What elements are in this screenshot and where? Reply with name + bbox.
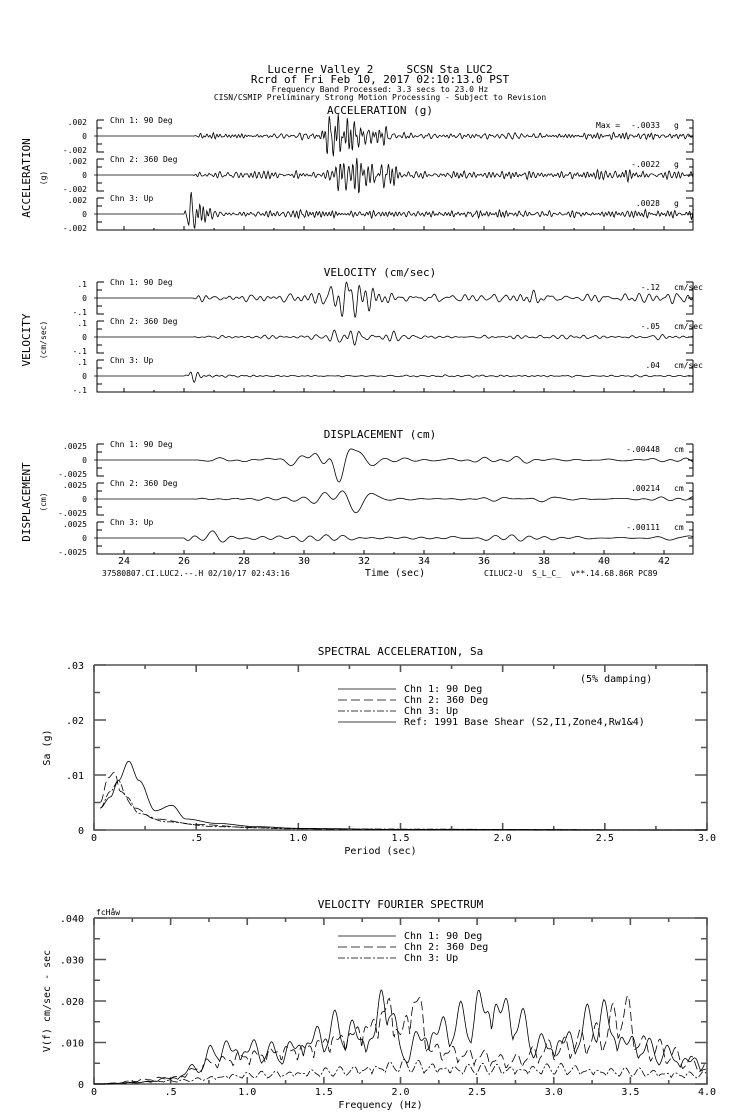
footer-right: CILUC2-U S_L_C_ v**.14.68.86R PC89	[484, 569, 658, 578]
channel-name: Chn 1: 90 Deg	[110, 116, 173, 125]
y-axis-label: V(f) cm/sec - sec	[42, 949, 53, 1053]
waveform	[94, 372, 693, 382]
xtick-label: 3.5	[621, 1087, 640, 1098]
panel-displacement	[20, 428, 693, 579]
trace-1	[63, 114, 693, 156]
panel-velocity	[20, 266, 703, 395]
xtick-label: 38	[537, 556, 551, 567]
waveform	[94, 282, 693, 317]
ytick-label: -.0025	[58, 470, 87, 479]
panel-ylabel: DISPLACEMENT	[20, 462, 33, 542]
ytick-label: 0	[82, 456, 87, 465]
trace-3	[58, 518, 693, 557]
panel-title: ACCELERATION (g)	[327, 104, 433, 117]
max-unit: cm	[674, 523, 684, 532]
ytick-label: .002	[67, 196, 87, 205]
ytick-label: 0	[82, 333, 87, 342]
max-value: -.05	[640, 322, 660, 331]
ytick-label: 0	[77, 826, 84, 837]
ytick-label: -.002	[62, 146, 87, 155]
ytick-label: 0	[77, 1080, 84, 1091]
x-axis	[97, 226, 693, 230]
xtick-label: 2.0	[493, 833, 512, 844]
legend-entry: Ref: 1991 Base Shear (S2,I1,Zone4,Rw1&4)	[404, 717, 645, 728]
max-value: -.0033	[631, 121, 660, 130]
channel-name: Chn 3: Up	[110, 518, 154, 527]
channel-name: Chn 3: Up	[110, 356, 154, 365]
ytick-label: .0025	[62, 520, 87, 529]
xtick-label: 40	[597, 556, 611, 567]
max-value: -.00448	[626, 445, 660, 454]
panel-spectral-acceleration	[42, 645, 716, 857]
xtick-label: .5	[164, 1087, 177, 1098]
xtick-label: 3.0	[544, 1087, 563, 1098]
max-unit: g	[674, 199, 679, 208]
max-value: .0028	[635, 199, 660, 208]
xtick-label: 2.5	[595, 833, 614, 844]
y-axis-right	[686, 522, 693, 554]
corner-label: fcHåw	[96, 908, 121, 917]
ytick-label: .020	[59, 997, 84, 1008]
xtick-label: 36	[477, 556, 491, 567]
x-axis-label: Frequency (Hz)	[338, 1100, 423, 1111]
waveform	[94, 330, 693, 345]
xtick-label: 0	[90, 833, 98, 844]
ytick-label: 0	[82, 210, 87, 219]
xtick-label: 30	[297, 556, 311, 567]
ytick-label: 0	[82, 294, 87, 303]
x-axis-label: Period (sec)	[344, 846, 417, 857]
panel-title: VELOCITY FOURIER SPECTRUM	[317, 898, 484, 911]
plot-frame	[94, 918, 707, 1084]
waveform	[94, 491, 693, 513]
ytick-label: -.0025	[58, 509, 87, 518]
damping-note: (5% damping)	[580, 674, 653, 685]
series-2	[100, 772, 707, 830]
ytick-label: .040	[59, 914, 84, 925]
xtick-label: 4.0	[697, 1087, 717, 1098]
max-unit: cm/sec	[674, 322, 703, 331]
ytick-label: .010	[59, 1038, 84, 1050]
xtick-label: 26	[177, 556, 191, 567]
ytick-label: -.002	[62, 224, 87, 233]
panel-title: DISPLACEMENT (cm)	[323, 428, 437, 441]
xtick-label: 32	[357, 556, 371, 567]
channel-name: Chn 1: 90 Deg	[110, 278, 173, 287]
trace-2	[58, 479, 693, 518]
ytick-label: .0025	[62, 481, 87, 490]
max-unit: g	[674, 160, 679, 169]
waveform	[94, 192, 693, 228]
panel-title: SPECTRAL ACCELERATION, Sa	[317, 645, 484, 658]
max-value: .00214	[631, 484, 660, 493]
y-axis-label: Sa (g)	[42, 729, 53, 766]
frequency-band: Frequency Band Processed: 3.3 secs to 23.0 Hz	[271, 85, 489, 94]
max-unit: cm	[674, 445, 684, 454]
channel-name: Chn 2: 360 Deg	[110, 479, 178, 488]
ytick-label: 0	[82, 132, 87, 141]
waveform	[94, 158, 693, 193]
ytick-label: .030	[59, 955, 84, 967]
y-axis-right	[686, 483, 693, 515]
legend-entry: Chn 1: 90 Deg	[404, 931, 483, 942]
axis-ticks	[94, 918, 707, 1084]
trace-2	[73, 317, 704, 356]
xtick-label: 2.5	[468, 1087, 487, 1098]
max-value: -.0022	[631, 160, 660, 169]
xtick-label: 1.5	[314, 1087, 333, 1098]
ytick-label: -.1	[72, 347, 87, 356]
axis-ticks	[94, 665, 707, 830]
legend-entry: Chn 2: 360 Deg	[404, 695, 489, 706]
ytick-label: .1	[77, 280, 87, 289]
ytick-label: .02	[65, 716, 84, 727]
x-axis-label: Time (sec)	[364, 568, 426, 579]
xtick-label: 28	[237, 556, 251, 567]
channel-name: Chn 3: Up	[110, 194, 154, 203]
ytick-label: .1	[77, 358, 87, 367]
series-1	[94, 990, 706, 1084]
plot-frame	[94, 665, 707, 830]
trace-1	[58, 440, 693, 482]
xtick-label: 42	[657, 556, 671, 567]
max-unit: g	[674, 121, 679, 130]
series-2	[94, 996, 706, 1084]
trace-3	[63, 192, 693, 233]
ytick-label: .0025	[62, 442, 87, 451]
waveform	[94, 449, 693, 482]
channel-name: Chn 2: 360 Deg	[110, 317, 178, 326]
panel-fourier-spectrum	[42, 898, 716, 1111]
ytick-label: -.1	[72, 386, 87, 395]
trace-1	[73, 278, 704, 317]
max-unit: cm	[674, 484, 684, 493]
trace-3	[73, 356, 704, 395]
panel-acceleration	[20, 104, 693, 233]
footer-left: 37580807.CI.LUC2.--.H 02/10/17 02:43:16	[102, 569, 290, 578]
ytick-label: -.1	[72, 308, 87, 317]
channel-name: Chn 2: 360 Deg	[110, 155, 178, 164]
panel-ylabel: VELOCITY	[20, 313, 33, 367]
xtick-label: 34	[417, 556, 431, 567]
legend-entry: Chn 3: Up	[404, 706, 459, 717]
series-3	[100, 781, 707, 831]
panel-yunit: (cm)	[39, 492, 48, 512]
channel-name: Chn 1: 90 Deg	[110, 440, 173, 449]
record-time: Rcrd of Fri Feb 10, 2017 02:10:13.0 PST	[250, 73, 510, 86]
station-title: Lucerne Valley 2 SCSN Sta LUC2	[267, 63, 493, 76]
processing-note: CISN/CSMIP Preliminary Strong Motion Processing - Subject to Revision	[213, 93, 547, 102]
ytick-label: 0	[82, 372, 87, 381]
panel-yunit: (g)	[39, 170, 48, 186]
legend-entry: Chn 1: 90 Deg	[404, 684, 483, 695]
max-unit: cm/sec	[674, 361, 703, 370]
ytick-label: .03	[65, 661, 84, 672]
max-unit: cm/sec	[674, 283, 703, 292]
xtick-label: 1.5	[391, 833, 410, 844]
waveform	[94, 531, 693, 542]
xtick-label: 0	[90, 1087, 98, 1098]
ytick-label: .002	[67, 118, 87, 127]
xtick-label: 2.0	[391, 1087, 410, 1098]
x-axis	[97, 550, 693, 554]
xtick-label: .5	[190, 833, 203, 844]
max-label: Max =	[596, 121, 621, 130]
ytick-label: 0	[82, 495, 87, 504]
legend-entry: Chn 2: 360 Deg	[404, 942, 489, 953]
ytick-label: .01	[65, 771, 84, 782]
legend-entry: Chn 3: Up	[404, 953, 459, 964]
xtick-label: 24	[117, 556, 131, 567]
series-1	[100, 761, 707, 830]
xtick-label: 3.0	[697, 833, 717, 844]
ytick-label: .002	[67, 157, 87, 166]
panel-yunit: (cm/sec)	[39, 320, 48, 360]
trace-2	[63, 155, 693, 194]
ytick-label: -.0025	[58, 548, 87, 557]
panel-title: VELOCITY (cm/sec)	[323, 266, 437, 279]
ytick-label: -.002	[62, 185, 87, 194]
x-axis	[97, 388, 693, 392]
ytick-label: 0	[82, 171, 87, 180]
ytick-label: 0	[82, 534, 87, 543]
ytick-label: .1	[77, 319, 87, 328]
xtick-label: 1.0	[238, 1087, 257, 1098]
max-value: -.12	[640, 283, 660, 292]
xtick-label: 1.0	[289, 833, 308, 844]
max-value: -.00111	[626, 523, 660, 532]
max-value: .04	[645, 361, 660, 370]
panel-ylabel: ACCELERATION	[20, 138, 33, 218]
